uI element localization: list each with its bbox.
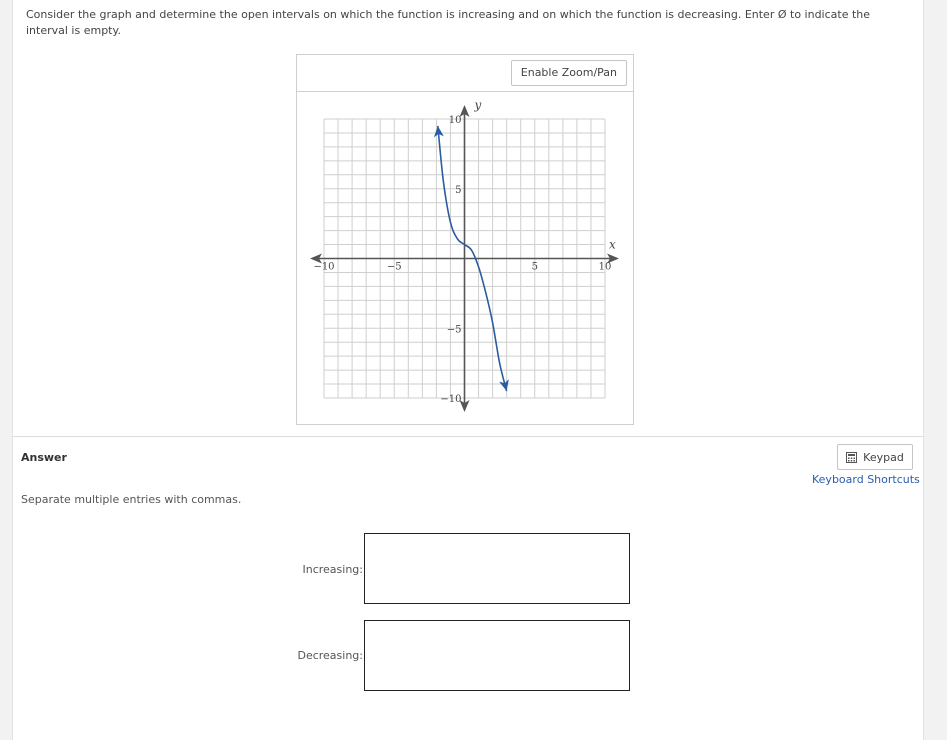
question-text: Consider the graph and determine the open intervals on which the function is increasing and on which the function is decreasing. Enter Ø to indicate the interval is empty.	[26, 8, 871, 37]
section-divider	[13, 436, 923, 437]
answer-hint: Separate multiple entries with commas.	[21, 493, 242, 506]
axes	[310, 105, 619, 412]
y-tick-label: −10	[440, 394, 462, 405]
increasing-input[interactable]	[364, 533, 630, 604]
x-tick-label: −5	[386, 261, 402, 273]
y-axis-label: y	[474, 98, 482, 112]
x-tick-label: 5	[531, 261, 538, 273]
calculator-icon	[846, 452, 857, 463]
increasing-label: Increasing:	[302, 563, 363, 576]
question-panel	[12, 0, 924, 740]
y-tick-label: 10	[448, 115, 462, 126]
answer-heading: Answer	[21, 451, 67, 464]
decreasing-label: Decreasing:	[297, 649, 363, 662]
x-axis-label: x	[609, 237, 616, 252]
decreasing-input[interactable]	[364, 620, 630, 691]
graph-plot	[297, 55, 633, 424]
x-tick-label: −10	[313, 261, 335, 273]
keypad-button[interactable]	[837, 444, 913, 470]
y-tick-label: 5	[455, 184, 462, 196]
keypad-label: Keypad	[863, 450, 904, 464]
x-tick-label: 10	[598, 261, 612, 273]
y-tick-label: −5	[446, 324, 462, 336]
enable-zoom-pan-button[interactable]: Enable Zoom/Pan	[511, 60, 627, 86]
graph-container	[296, 54, 634, 425]
keyboard-shortcuts-link[interactable]: Keyboard Shortcuts	[812, 473, 920, 486]
